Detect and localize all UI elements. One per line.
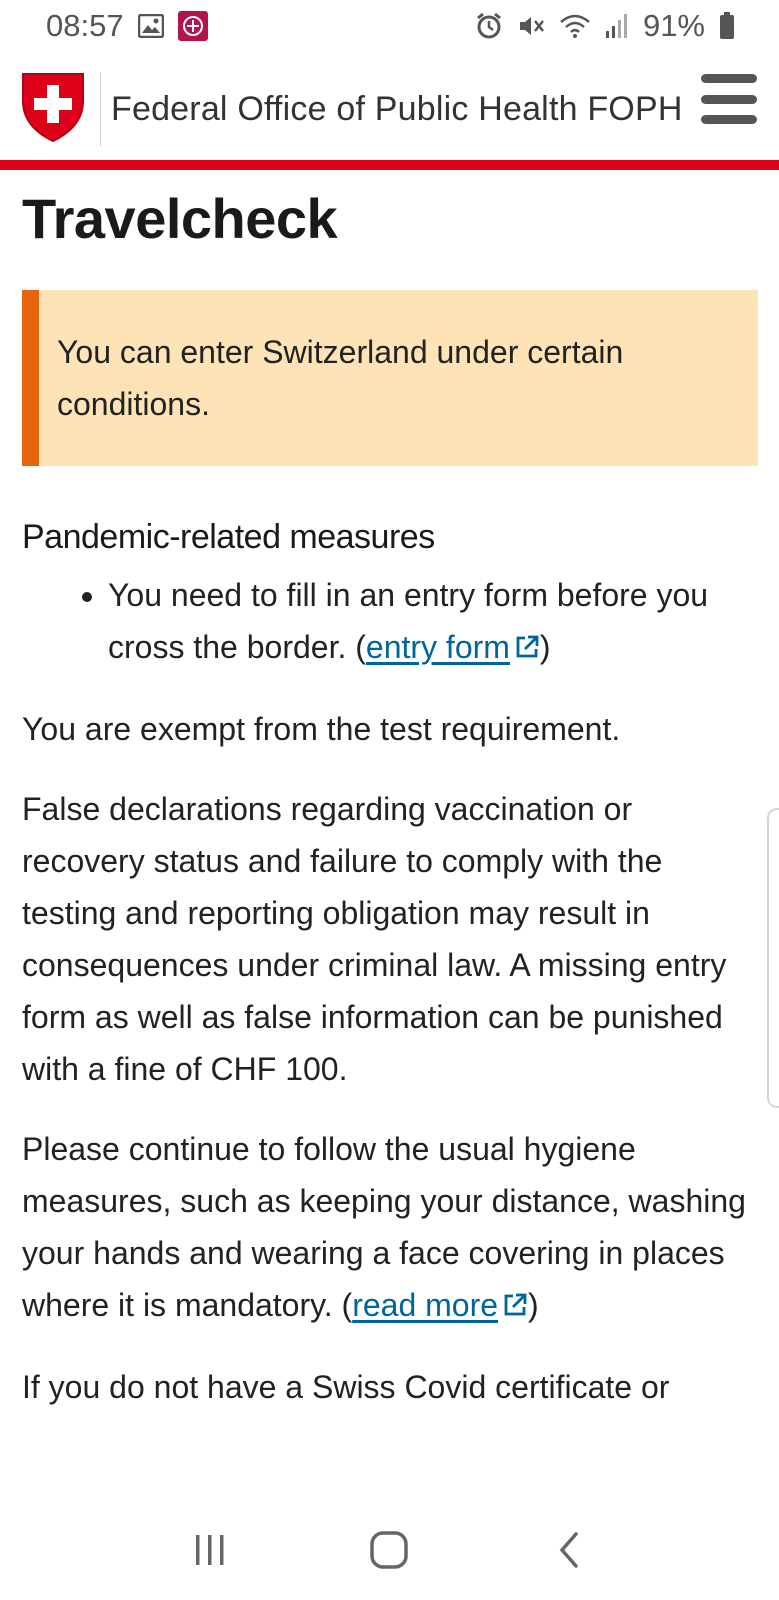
recent-apps-icon[interactable] [180, 1520, 240, 1580]
main-content [22, 170, 758, 1413]
read-more-link[interactable] [352, 1287, 528, 1323]
alarm-icon [475, 12, 503, 40]
battery-icon [719, 12, 735, 40]
hygiene-text: Please continue to follow the usual hygiene measures, such as keeping your distance, washing your hands and wearing a face covering in places where it is mandatory. ( [22, 1130, 746, 1323]
swiss-shield-logo[interactable] [20, 71, 86, 148]
certificate-paragraph: If you do not have a Swiss Covid certificate or [22, 1368, 670, 1405]
home-icon[interactable] [359, 1520, 419, 1580]
header-divider [100, 72, 101, 146]
external-link-icon[interactable] [502, 1281, 528, 1333]
status-time: 08:57 [46, 8, 124, 43]
edge-panel-handle[interactable] [767, 808, 779, 1108]
page-title: Travelcheck [22, 187, 338, 250]
header-accent-bar [0, 160, 779, 170]
status-right [475, 8, 735, 44]
section-heading: Pandemic-related measures [22, 517, 435, 556]
status-bar [0, 0, 779, 52]
signal-icon [605, 13, 629, 39]
back-icon[interactable] [539, 1520, 599, 1580]
list-item [108, 569, 758, 675]
system-nav-bar [0, 1500, 779, 1600]
entry-status-alert [22, 290, 758, 466]
measures-list [22, 569, 758, 675]
status-left [46, 8, 208, 44]
alert-text: You can enter Switzerland under certain conditions. [57, 333, 624, 422]
hamburger-menu-icon[interactable] [701, 74, 757, 124]
wifi-icon [559, 12, 591, 40]
image-icon [138, 14, 164, 38]
measure-suffix: ) [539, 628, 551, 665]
external-link-icon[interactable] [514, 623, 540, 675]
exempt-paragraph: You are exempt from the test requirement. [22, 710, 621, 747]
mute-icon [517, 12, 545, 40]
hygiene-suffix: ) [528, 1286, 539, 1323]
read-more-link-text[interactable]: read more [352, 1286, 499, 1323]
site-title[interactable]: Federal Office of Public Health FOPH [111, 89, 683, 128]
measure-text: You need to fill in an entry form before you cross the border. ( [108, 576, 709, 665]
false-declarations-paragraph: False declarations regarding vaccination or recovery status and failure to comply with the testing and reporting obligation may result in consequences under criminal law. A missing entry form as well as false information can be punished with a fine of CHF 100. [22, 790, 727, 1087]
hygiene-paragraph [22, 1123, 758, 1333]
entry-form-link-text[interactable]: entry form [365, 628, 510, 665]
battery-percent: 91% [642, 8, 705, 43]
entry-form-link[interactable] [366, 629, 540, 665]
site-header [0, 58, 779, 160]
app-notification-icon [178, 11, 208, 41]
